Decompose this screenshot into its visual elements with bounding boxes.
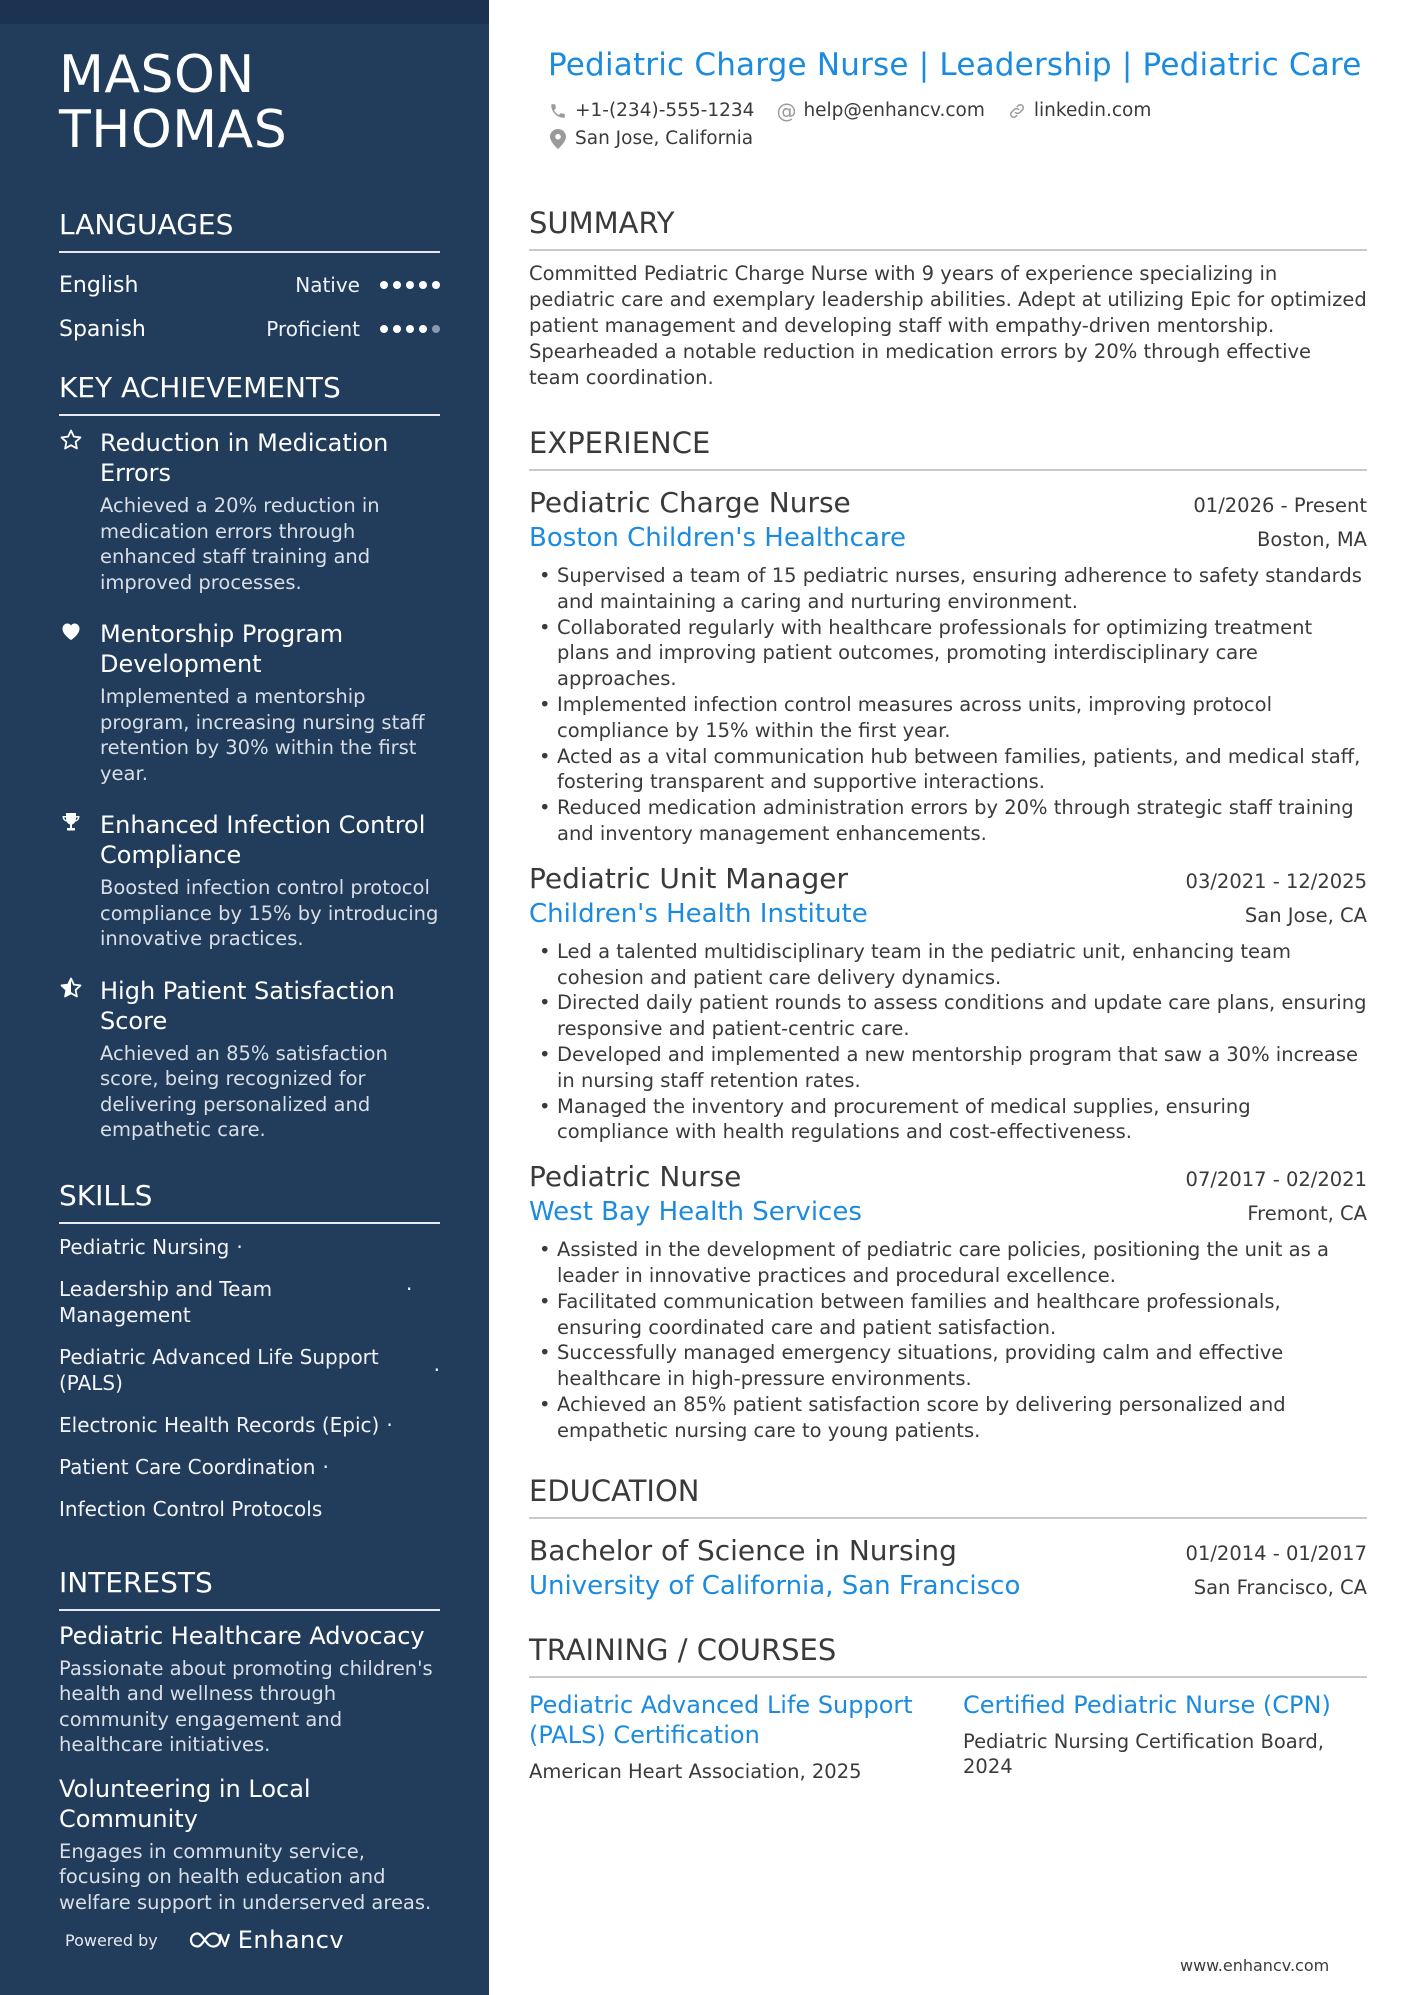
skill-label: Pediatric Advanced Life Support (PALS) — [59, 1344, 379, 1395]
achievement-description: Achieved a 20% reduction in medication errors through enhanced staff training and improved processes. — [100, 494, 380, 594]
bullet-item: • Led a talented multidisciplinary team in the pediatric unit, enhancing team cohesion and patient care delivery dynamics. — [529, 939, 1367, 991]
location-pin-icon — [548, 129, 568, 149]
last-name: THOMAS — [59, 100, 288, 160]
interest-item — [59, 1621, 440, 1758]
company-name: Boston Children's Healthcare — [529, 523, 906, 553]
job-location: San Jose, CA — [1244, 903, 1367, 927]
link-text: linkedin.com — [1033, 100, 1152, 121]
training-heading: TRAINING / COURSES — [529, 1633, 1367, 1678]
school-location: San Francisco, CA — [1193, 1575, 1367, 1599]
achievement-title: Reduction in Medication Errors — [100, 429, 389, 487]
skill-label: Electronic Health Records (Epic) — [59, 1412, 380, 1437]
interests-section — [59, 1566, 440, 1916]
achievement-item — [59, 810, 440, 952]
powered-by-label: Powered by — [65, 1930, 158, 1950]
achievement-description: Boosted infection control protocol compliance by 15% by introducing innovative practices. — [100, 876, 439, 950]
link-contact[interactable] — [1007, 97, 1151, 125]
enhancv-logo[interactable] — [186, 1926, 344, 1954]
rating-dot-filled — [419, 281, 427, 289]
link-icon — [1007, 101, 1027, 121]
course-title: Pediatric Advanced Life Support (PALS) Certification — [529, 1690, 913, 1749]
job-dates: 01/2026 - Present — [1193, 494, 1367, 517]
bullet-item: • Supervised a team of 15 pediatric nurses, ensuring adherence to safety standards and maintaining a caring and nurturing environment. — [529, 563, 1367, 615]
bullet-item: • Implemented infection control measures across units, improving protocol compliance by 15% within the first year. — [529, 692, 1367, 744]
bullet-item: • Developed and implemented a new mentorship program that saw a 30% increase in nursing staff retention rates. — [529, 1042, 1367, 1094]
sidebar — [0, 0, 489, 1995]
languages-section — [59, 208, 440, 351]
brand-name: Enhancv — [237, 1926, 345, 1954]
rating-dot-filled — [406, 325, 414, 333]
star-outline-icon — [59, 428, 100, 595]
interests-heading: INTERESTS — [59, 1566, 440, 1611]
achievement-item — [59, 976, 440, 1143]
experience-section — [529, 426, 1367, 1444]
location-contact — [548, 125, 753, 153]
phone-number: +1-(234)-555-1234 — [575, 100, 755, 121]
rating-dot-filled — [393, 281, 401, 289]
job-title: Pediatric Unit Manager — [529, 861, 849, 895]
bullet-item: • Directed daily patient rounds to assess conditions and update care plans, ensuring responsive and patient-centric care. — [529, 990, 1367, 1042]
achievement-item — [59, 619, 440, 786]
rating-dot-filled — [432, 281, 440, 289]
course-item — [529, 1690, 963, 1784]
education-dates: 01/2014 - 01/2017 — [1185, 1541, 1367, 1565]
bullet-item: • Achieved an 85% patient satisfaction score by delivering personalized and empathetic nursing care to young patients. — [529, 1392, 1367, 1444]
bullet-item: • Facilitated communication between families and healthcare professionals, ensuring coordinated care and patient satisfaction. — [529, 1289, 1367, 1341]
languages-heading: LANGUAGES — [59, 208, 440, 253]
achievement-title: Mentorship Program Development — [100, 620, 344, 678]
skills-section — [59, 1179, 440, 1522]
course-provider: Pediatric Nursing Certification Board, 2024 — [963, 1729, 1324, 1778]
interest-description: Passionate about promoting children's health and wellness through community engagement and healthcare initiatives. — [59, 1656, 433, 1756]
main-content — [529, 0, 1367, 1784]
summary-section — [529, 206, 1367, 391]
bullet-item: • Successfully managed emergency situations, providing calm and effective healthcare in high-pressure environments. — [529, 1340, 1367, 1392]
job-entry — [529, 485, 1367, 847]
language-level: Proficient — [266, 317, 360, 341]
language-level: Native — [295, 273, 360, 297]
location-text: San Jose, California — [575, 128, 754, 149]
skill-item — [59, 1496, 440, 1522]
email-contact[interactable] — [776, 97, 984, 125]
rating-dot-filled — [380, 325, 388, 333]
school-name: University of California, San Francisco — [529, 1570, 1021, 1601]
course-item — [963, 1690, 1367, 1784]
job-dates: 03/2021 - 12/2025 — [1185, 869, 1367, 893]
skill-label: Pediatric Nursing — [59, 1234, 230, 1259]
skill-label: Leadership and Team Management — [59, 1276, 273, 1327]
powered-by — [65, 1926, 344, 1954]
training-section — [529, 1633, 1367, 1784]
achievement-description: Achieved an 85% satisfaction score, being recognized for delivering personalized and empathetic care. — [100, 1041, 388, 1141]
first-name: MASON — [59, 45, 255, 105]
job-location: Boston, MA — [1257, 528, 1367, 551]
summary-text: Committed Pediatric Charge Nurse with 9 years of experience specializing in pediatric care and exemplary leadership abilities. Adept at utilizing Epic for optimized patient management and developing staff with empathy-driven mentorship. Spearheaded a notable reduction in medication errors by 20% through effective team coordination. — [529, 262, 1367, 389]
phone-contact[interactable] — [548, 97, 754, 125]
achievement-description: Implemented a mentorship program, increasing nursing staff retention by 30% within the first year. — [100, 685, 425, 785]
language-row — [59, 307, 440, 351]
skill-separator: · — [236, 1234, 243, 1259]
at-icon: @ — [776, 99, 797, 123]
bullet-item: • Assisted in the development of pediatric care policies, positioning the unit as a leader in innovative practices and procedural excellence. — [529, 1237, 1367, 1289]
footer-url[interactable]: www.enhancv.com — [1180, 1956, 1330, 1975]
skill-label: Patient Care Coordination — [59, 1454, 316, 1479]
job-entry — [529, 861, 1367, 1145]
bullet-item: • Reduced medication administration errors by 20% through strategic staff training and inventory management enhancements. — [529, 795, 1367, 847]
degree-title: Bachelor of Science in Nursing — [529, 1533, 957, 1567]
bullet-item: • Managed the inventory and procurement of medical supplies, ensuring compliance with health regulations and cost-effectiveness. — [529, 1094, 1367, 1146]
skills-heading: SKILLS — [59, 1179, 440, 1224]
interest-title: Volunteering in Local Community — [59, 1774, 311, 1833]
course-title: Certified Pediatric Nurse (CPN) — [963, 1690, 1331, 1719]
language-row — [59, 263, 440, 307]
language-rating — [380, 281, 440, 289]
bullet-item: • Acted as a vital communication hub between families, patients, and medical staff, fostering transparent and supportive interactions. — [529, 744, 1367, 796]
trophy-icon — [59, 810, 100, 952]
skill-separator: · — [322, 1454, 329, 1479]
interest-item — [59, 1774, 440, 1916]
summary-heading: SUMMARY — [529, 206, 1367, 251]
language-name: English — [59, 272, 139, 298]
job-title: Pediatric Charge Nurse — [529, 486, 851, 519]
skill-item — [59, 1344, 440, 1396]
achievements-section — [59, 371, 440, 1143]
contact-info — [529, 97, 1367, 153]
job-bullets — [529, 939, 1367, 1145]
interest-title: Pediatric Healthcare Advocacy — [59, 1621, 425, 1650]
email-address: help@enhancv.com — [803, 100, 985, 121]
company-name: Children's Health Institute — [529, 898, 868, 929]
skill-item — [59, 1276, 440, 1328]
skill-label: Infection Control Protocols — [59, 1496, 323, 1521]
language-name: Spanish — [59, 316, 146, 342]
headline: Pediatric Charge Nurse | Leadership | Pediatric Care — [548, 47, 1362, 83]
company-name: West Bay Health Services — [529, 1197, 862, 1228]
skill-separator: · — [433, 1357, 440, 1382]
achievements-heading: KEY ACHIEVEMENTS — [59, 371, 440, 416]
job-bullets — [529, 563, 1367, 847]
phone-icon — [548, 101, 568, 121]
education-heading: EDUCATION — [529, 1474, 1367, 1519]
star-half-icon — [59, 976, 100, 1143]
achievement-title: Enhanced Infection Control Compliance — [100, 811, 426, 869]
candidate-name — [59, 45, 440, 160]
achievement-item — [59, 428, 440, 595]
job-dates: 07/2017 - 02/2021 — [1185, 1168, 1367, 1192]
course-provider: American Heart Association, 2025 — [529, 1759, 862, 1783]
skill-item — [59, 1412, 440, 1438]
interest-description: Engages in community service, focusing on health education and welfare support in underserved areas. — [59, 1839, 432, 1914]
enhancv-logo-icon — [186, 1929, 230, 1951]
experience-heading: EXPERIENCE — [529, 426, 1367, 471]
rating-dot-filled — [419, 325, 427, 333]
job-entry — [529, 1159, 1367, 1443]
skill-item — [59, 1454, 440, 1480]
skill-item — [59, 1234, 440, 1260]
rating-dot-filled — [393, 325, 401, 333]
bullet-item: • Collaborated regularly with healthcare professionals for optimizing treatment plans and improving patient outcomes, promoting interdisciplinary care approaches. — [529, 615, 1367, 692]
language-rating — [380, 325, 440, 333]
job-location: Fremont, CA — [1247, 1202, 1367, 1226]
skill-separator: · — [406, 1276, 413, 1301]
heart-icon — [59, 619, 100, 786]
rating-dot-filled — [406, 281, 414, 289]
rating-dot-empty — [432, 325, 440, 333]
rating-dot-filled — [380, 281, 388, 289]
skill-separator: · — [386, 1412, 393, 1437]
job-title: Pediatric Nurse — [529, 1160, 742, 1194]
education-section — [529, 1474, 1367, 1603]
job-bullets — [529, 1237, 1367, 1443]
achievement-title: High Patient Satisfaction Score — [100, 976, 395, 1035]
